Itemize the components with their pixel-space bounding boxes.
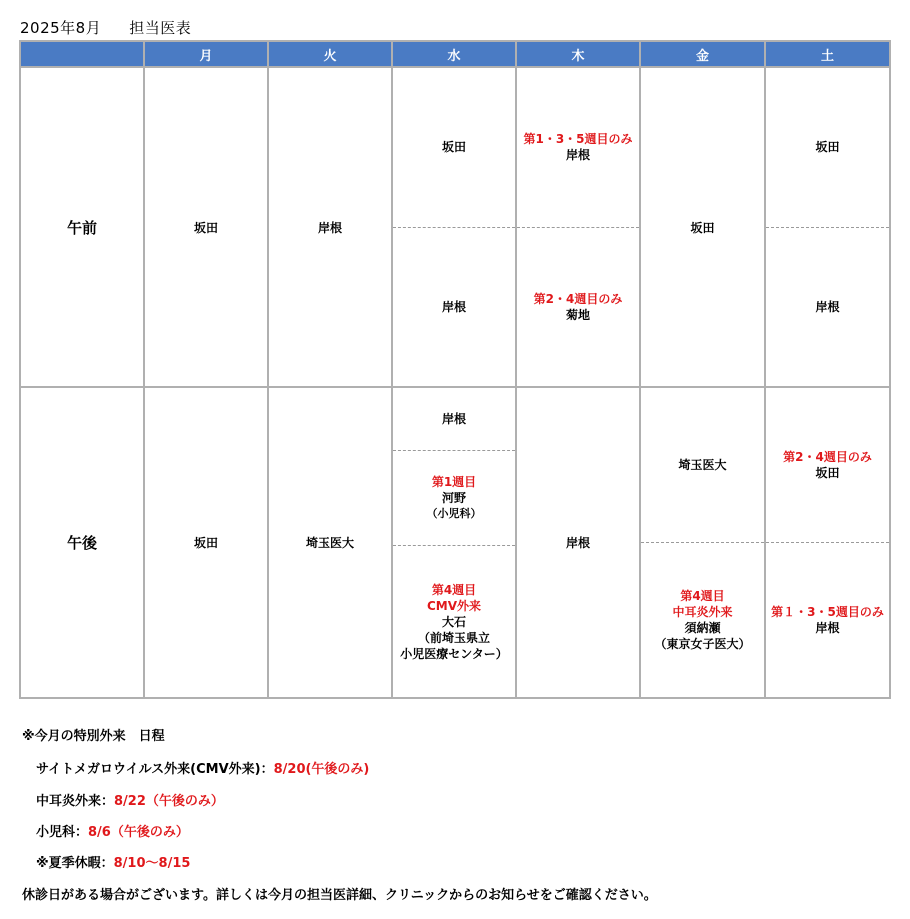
pm-fri-bottom-sub: （東京女子医大） [654,637,751,651]
title-label: 担当医表 [129,19,192,37]
special-item-otitis [36,790,224,809]
am-label: 午前 [20,67,144,387]
am-sat-bottom: 岸根 [815,299,840,314]
pm-wed-b-note: 第1週目 [431,475,477,489]
am-fri: 坂田 [640,67,765,387]
am-thu-bottom-note: 第2・4週目のみ [533,291,623,306]
pm-fri-bottom-note2: 中耳炎外来 [672,605,733,619]
special-item-pediatrics-value: 8/6（午後のみ） [88,825,189,840]
header-day-wed: 水 [392,41,516,67]
am-sat [765,67,890,387]
footer-note: 休診日がある場合がございます。詳しくは今月の担当医詳細、クリニックからのお知らせをご確認ください。 [22,888,657,903]
header-day-fri: 金 [640,41,765,67]
special-item-pediatrics-label: 小児科： [36,825,89,840]
pm-label: 午後 [20,387,144,698]
am-mon: 坂田 [144,67,268,387]
pm-wed-b-name: 河野 [441,491,466,505]
pm-thu: 岸根 [516,387,640,698]
am-row [20,67,890,387]
pm-wed-c-note2: CMV外来 [426,598,482,613]
special-item-cmv [36,758,369,777]
header-day-mon: 月 [144,41,268,67]
pm-wed [392,387,516,698]
pm-fri-top: 埼玉医大 [678,458,727,472]
special-item-cmv-value: 8/20(午後のみ) [273,762,370,777]
pm-wed-b-sub: （小児科） [426,507,482,520]
pm-sat-bottom-note: 第１・3・5週目のみ [771,605,884,619]
header-day-sat: 土 [765,41,890,67]
special-item-holiday-value: 8/10〜8/15 [113,856,191,871]
header-corner [20,41,144,67]
header-row [20,41,890,67]
header-day-thu: 木 [516,41,640,67]
am-thu [516,67,640,387]
am-thu-top: 岸根 [565,148,590,163]
am-sat-top: 坂田 [815,140,840,155]
pm-sat-top-note: 第2・4週目のみ [783,450,872,464]
special-item-holiday [36,852,190,871]
pm-mon: 坂田 [144,387,268,698]
pm-tue: 埼玉医大 [268,387,392,698]
am-tue: 岸根 [268,67,392,387]
pm-wed-c-note1: 第4週目 [431,582,477,597]
am-wed [392,67,516,387]
pm-row [20,387,890,698]
title-month: 2025年8月 [20,19,102,37]
pm-fri-bottom-name: 須納瀬 [684,621,721,635]
am-thu-bottom: 菊地 [565,307,590,322]
pm-wed-c-sub1: （前埼玉県立 [417,630,490,645]
pm-fri-bottom-note1: 第4週目 [680,589,725,603]
pm-sat-top: 坂田 [815,466,840,480]
pm-sat [765,387,890,698]
pm-sat-bottom: 岸根 [815,621,840,635]
special-item-otitis-value: 8/22（午後のみ） [114,794,224,809]
special-item-otitis-label: 中耳炎外来： [36,794,115,809]
special-item-pediatrics [36,821,189,840]
pm-fri [640,387,765,698]
pm-wed-c-sub2: 小児医療センター） [400,646,508,661]
special-item-holiday-label: ※夏季休暇： [36,856,114,871]
special-heading: ※今月の特別外来 日程 [22,729,165,744]
pm-wed-a: 岸根 [441,412,466,426]
header-day-tue: 火 [268,41,392,67]
special-item-cmv-label: サイトメガロウイルス外来(CMV外来)： [36,762,274,777]
am-thu-top-note: 第1・3・5週目のみ [523,132,633,147]
page-title [20,17,191,38]
am-wed-bottom: 岸根 [441,299,466,314]
am-wed-top: 坂田 [441,140,466,155]
schedule-table [19,40,891,699]
pm-wed-c-name: 大石 [441,614,466,629]
